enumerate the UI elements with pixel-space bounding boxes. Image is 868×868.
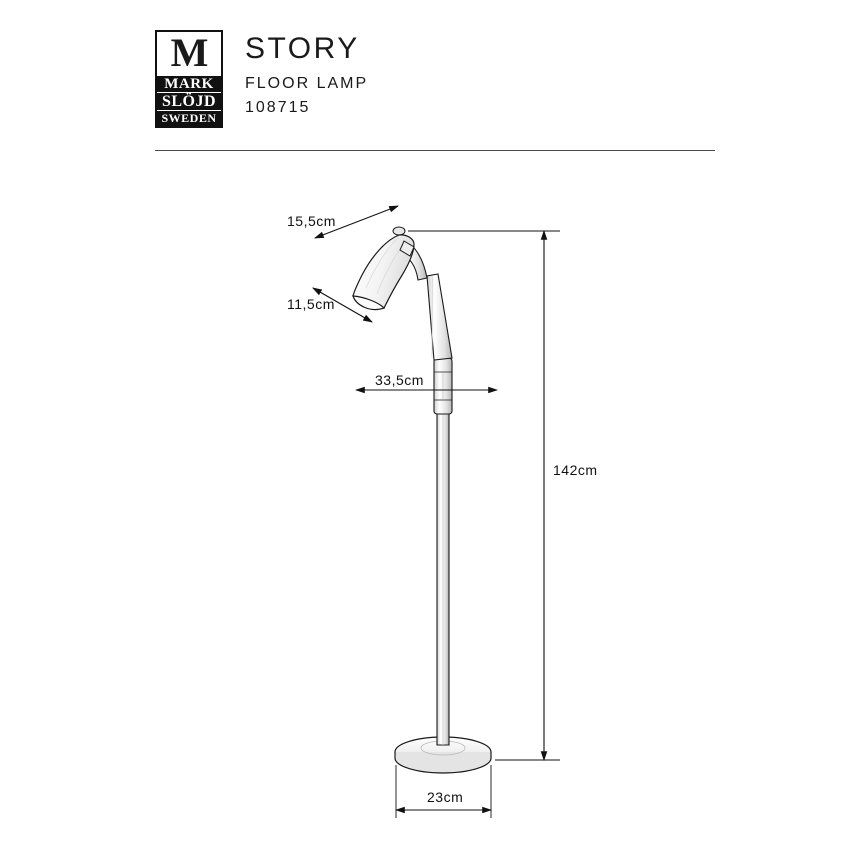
lamp-illustration [353,227,491,773]
dimension-label-shade-depth: 11,5cm [287,296,335,312]
product-name: STORY [245,32,360,65]
dimension-label-height: 142cm [553,462,598,478]
lamp-shade [353,227,414,310]
logo-line-mark: MARK [157,76,221,92]
product-type: FLOOR LAMP [245,75,369,92]
lamp-pole [437,410,449,745]
dimension-label-shade-width: 15,5cm [287,213,336,229]
lamp-joint [434,358,452,414]
product-code: 108715 [245,99,311,116]
dimension-label-base-diameter: 23cm [427,789,464,805]
logo-line-sweden: SWEDEN [157,111,221,126]
logo-line-slojd: SLÖJD [157,93,221,110]
logo-letter-m: M [170,30,208,75]
dimension-label-reach: 33,5cm [375,372,424,388]
